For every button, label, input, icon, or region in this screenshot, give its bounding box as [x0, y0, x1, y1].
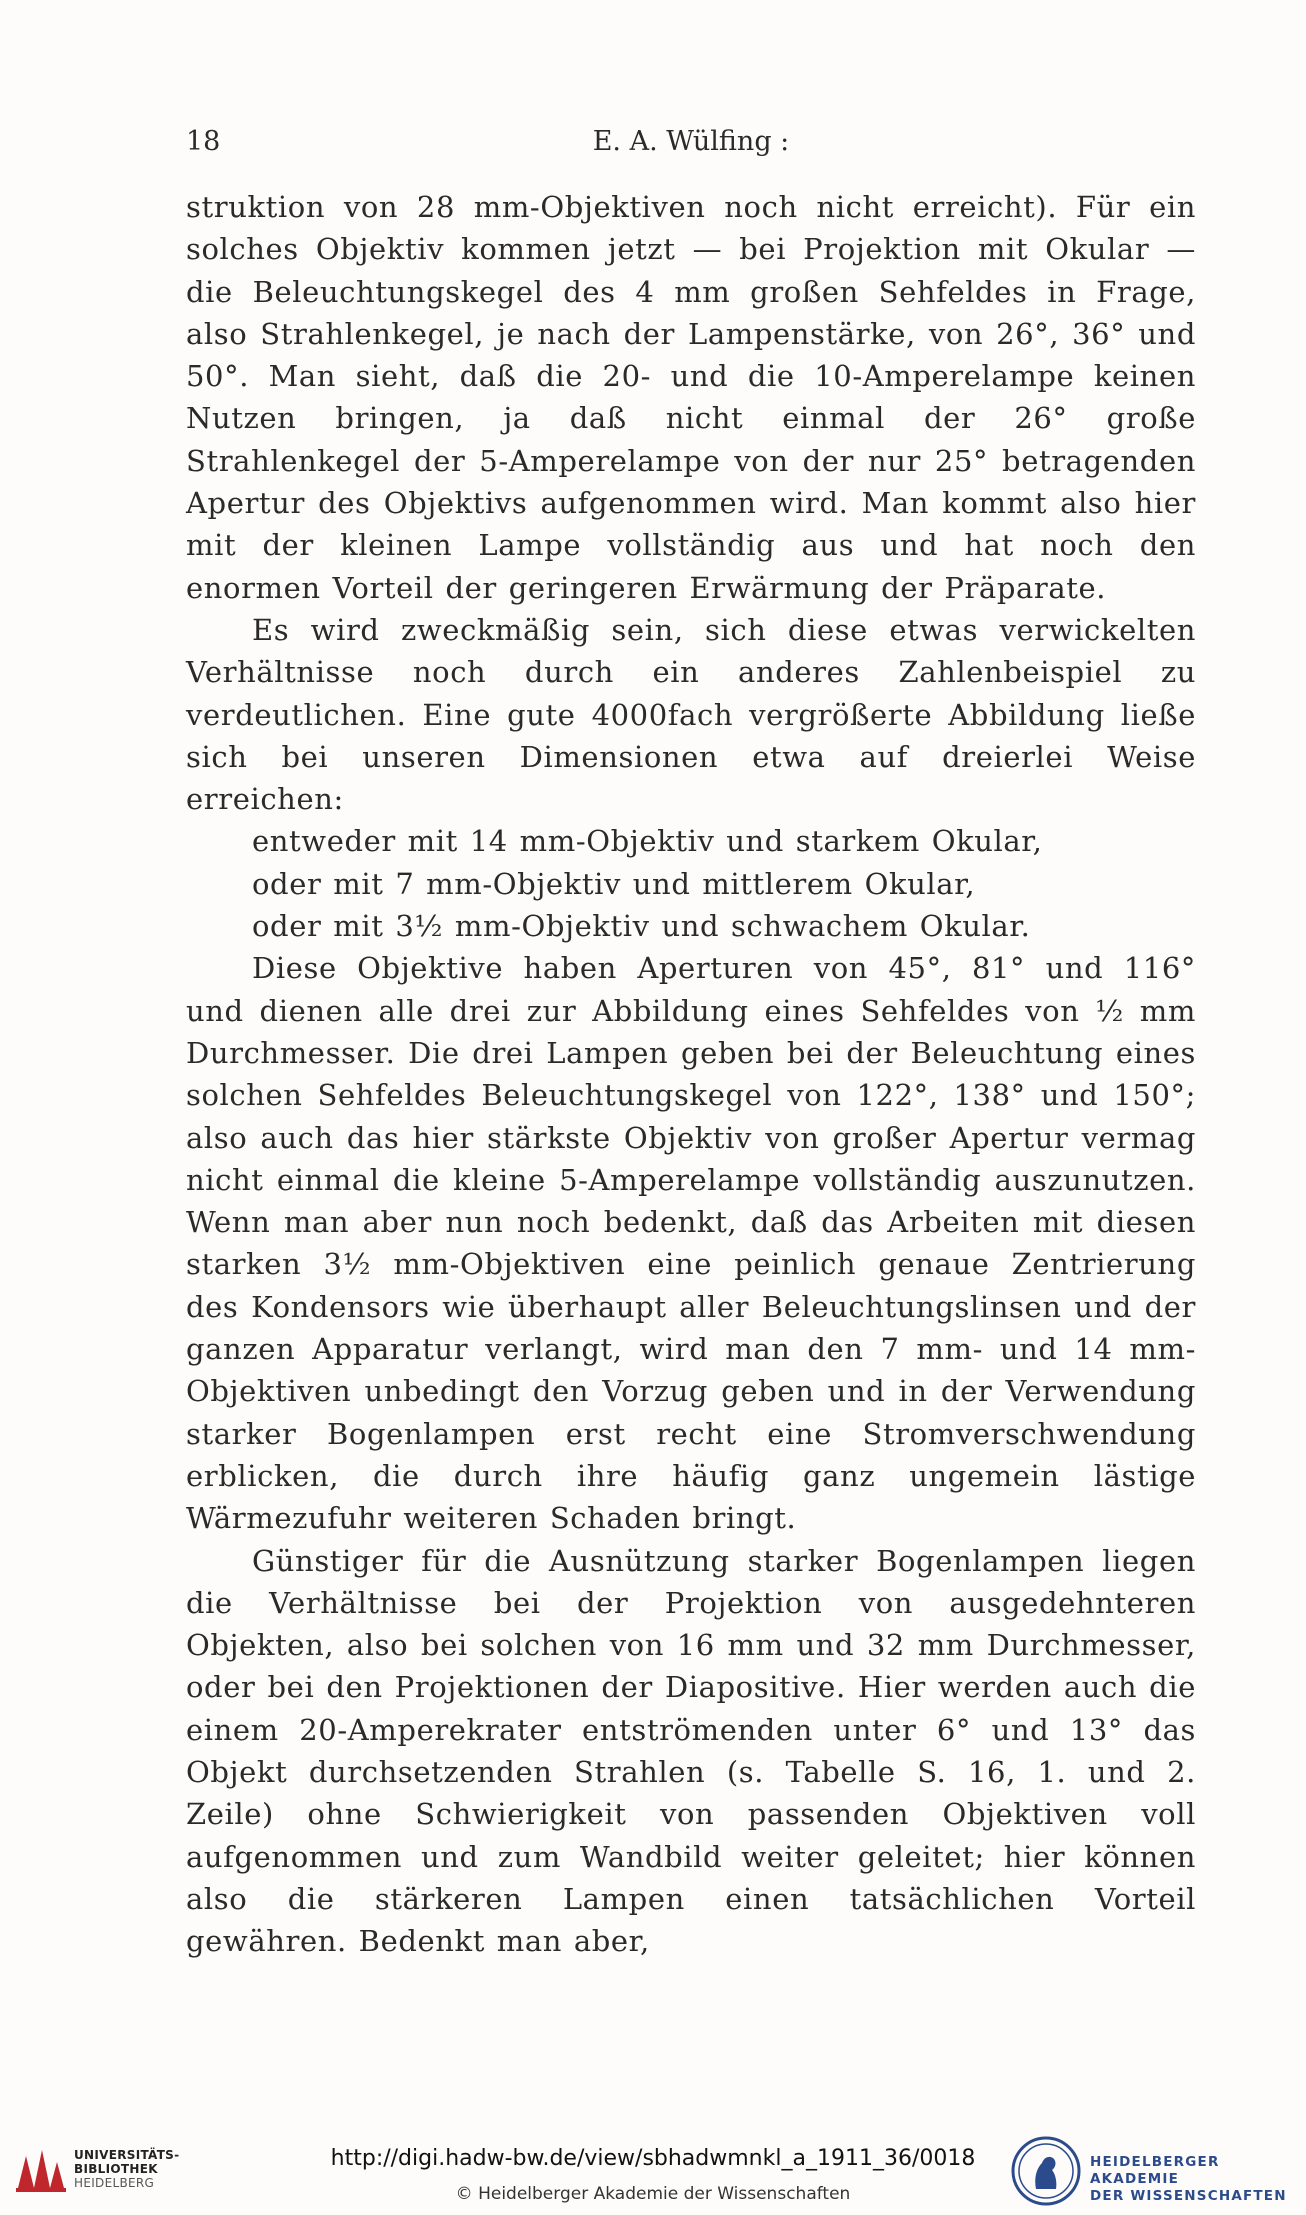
- list-item: oder mit 7 mm-Objektiv und mittlerem Okular,: [252, 866, 976, 901]
- running-head: E. A. Wülfing :: [592, 126, 790, 157]
- academy-seal-icon: [1010, 2135, 1082, 2207]
- paragraph: Günstiger für die Ausnützung starker Bogenlampen liegen die Verhältnisse bei der Projektion von ausgedehnteren Objekten, also bei solchen von 16 mm und 32 mm Durchmesser, oder bei den Projektionen der Diapositive. Hier werden auch die einem 20-Amperekrater entströmenden unter 6° und 13° das Objekt durchsetzenden Strahlen (s. Tabelle S. 16, 1. und 2. Zeile) ohne Schwierigkeit von passenden Objektiven voll aufgenommen und zum Wandbild weiter geleitet; hier können also die stärkeren Lampen einen tatsächlichen Vorteil gewähren. Bedenkt man aber,: [186, 1543, 1196, 1959]
- academy-name: [1090, 2154, 1306, 2205]
- body-text: [186, 186, 1196, 1962]
- list-item: oder mit 3½ mm-Objektiv und schwachem Okular.: [252, 909, 1031, 944]
- method-list: [186, 820, 1196, 947]
- page-number: 18: [186, 126, 221, 157]
- paragraph: struktion von 28 mm-Objektiven noch nicht erreicht). Für ein solches Objektiv kommen jetzt — bei Projektion mit Okular — die Beleuchtungskegel des 4 mm großen Sehfeldes in Frage, also Strahlenkegel, je nach der Lampenstärke, von 26°, 36° und 50°. Man sieht, daß die 20- und die 10-Amperelampe keinen Nutzen bringen, ja daß nicht einmal der 26° große Strahlenkegel der 5-Amperelampe von der nur 25° betragenden Apertur des Objektivs aufgenommen wird. Man kommt also hier mit der kleinen Lampe vollständig aus und hat noch den enormen Vorteil der geringeren Erwärmung der Präparate.: [186, 190, 1196, 605]
- library-name-line: UNIVERSITÄTS-: [74, 2148, 180, 2162]
- list-item: entweder mit 14 mm-Objektiv und starkem Okular,: [252, 824, 1043, 859]
- library-name-line: BIBLIOTHEK: [74, 2162, 158, 2176]
- permalink-url[interactable]: http://digi.hadw-bw.de/view/sbhadwmnkl_a_1911_36/0018: [330, 2146, 976, 2171]
- footer: [0, 2124, 1306, 2215]
- academy-name-line: DER WISSENSCHAFTEN: [1090, 2188, 1287, 2204]
- copyright-notice: © Heidelberger Akademie der Wissenschaften: [455, 2184, 851, 2204]
- library-name-line: HEIDELBERG: [74, 2176, 155, 2190]
- paragraph: Es wird zweckmäßig sein, sich diese etwas verwickelten Verhältnisse noch durch ein anderes Zahlenbeispiel zu verdeutlichen. Eine gute 4000fach vergrößerte Abbildung ließe sich bei unseren Dimensionen etwa auf dreierlei Weise erreichen:: [186, 612, 1196, 817]
- page-header: [186, 126, 1196, 166]
- paragraph: Diese Objektive haben Aperturen von 45°, 81° und 116° und dienen alle drei zur Abbildung eines Sehfeldes von ½ mm Durchmesser. Die drei Lampen geben bei der Beleuchtung eines solchen Sehfeldes Beleuchtungskegel von 122°, 138° und 150°; also auch das hier stärkste Objektiv von großer Apertur vermag nicht einmal die kleine 5-Amperelampe vollständig auszunutzen. Wenn man aber nun noch bedenkt, daß das Arbeiten mit diesen starken 3½ mm-Objektiven eine peinlich genaue Zentrierung des Kondensors wie überhaupt aller Beleuchtungslinsen und der ganzen Apparatur verlangt, wird man den 7 mm- und 14 mm-Objektiven unbedingt den Vorzug geben und in der Verwendung starker Bogenlampen erst recht eine Stromverschwendung erblicken, die durch ihre häufig ganz ungemein lästige Wärmezufuhr weiteren Schaden bringt.: [186, 951, 1196, 1536]
- academy-name-line: HEIDELBERGER AKADEMIE: [1090, 2154, 1220, 2187]
